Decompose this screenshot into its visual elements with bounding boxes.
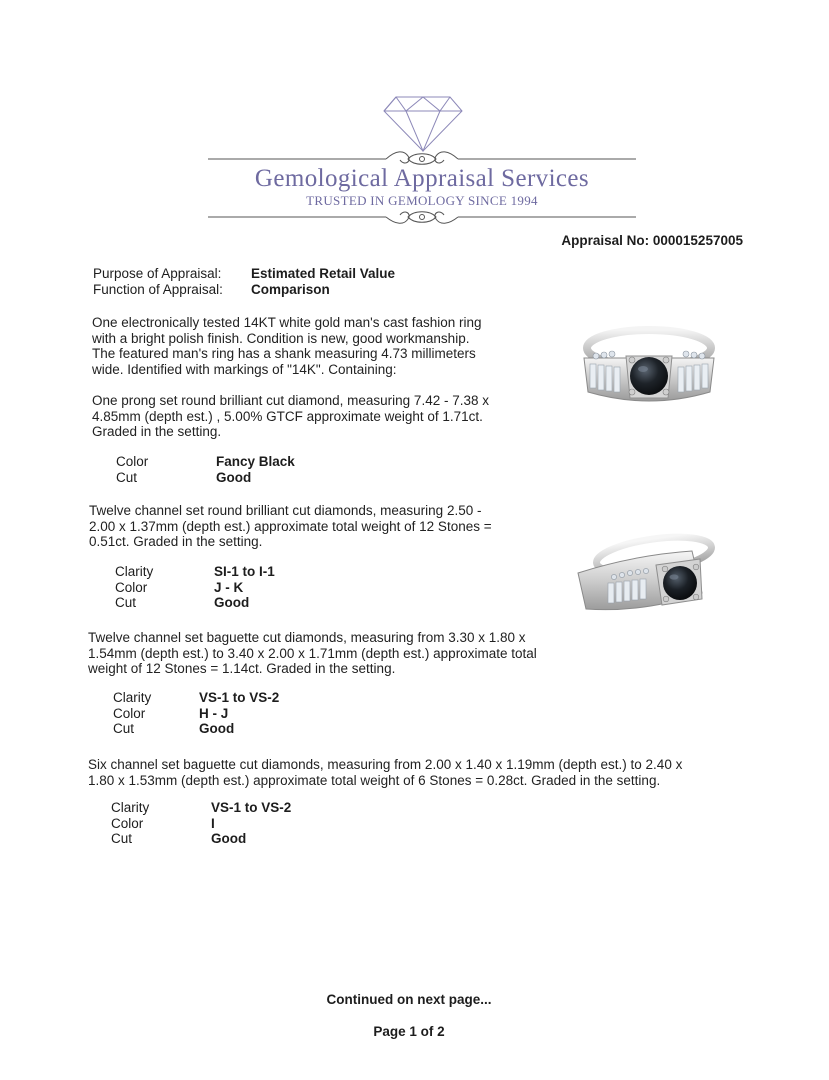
round-stones-grades — [115, 564, 275, 611]
continued-note: Continued on next page... — [326, 992, 492, 1007]
center-stone-grades — [116, 454, 295, 485]
brand-name — [180, 165, 664, 193]
purpose-label: Purpose of Appraisal: — [93, 266, 222, 281]
grade-label: Clarity — [111, 800, 150, 815]
function-row — [93, 282, 330, 298]
ornament-divider-bottom — [208, 205, 636, 229]
grade-value: J - K — [214, 579, 244, 595]
appraisal-number: Appraisal No: 000015257005 — [561, 233, 743, 248]
grade-row — [111, 831, 247, 847]
baguette-stones-6-description: Six channel set baguette cut diamonds, measuring from 2.00 x 1.40 x 1.19mm (depth est.) to 2.40 x 1.80 x 1.53mm (depth est.) approximate total weight of 6 Stones = 0.28ct. Graded in the setting. — [88, 757, 683, 788]
grade-row — [115, 595, 250, 611]
grade-value: Good — [214, 595, 250, 611]
grade-row — [113, 690, 280, 706]
brand-tagline-text: TRUSTED IN GEMOLOGY SINCE 1994 — [306, 193, 538, 208]
baguette-stones-6-grades — [111, 800, 292, 847]
grade-label: Cut — [113, 721, 135, 737]
grade-label: Color — [113, 705, 146, 721]
purpose-value: Estimated Retail Value — [251, 266, 396, 281]
round-stones-description: Twelve channel set round brilliant cut diamonds, measuring 2.50 - 2.00 x 1.37mm (depth est.) approximate total weight of 12 Stones = 0.51ct. Graded in the setting. — [89, 503, 492, 550]
ring-description: One electronically tested 14KT white gold man's cast fashion ring with a bright polish finish. Condition is new, good workmanship. The featured man's ring has a shank measuring 4.73 millimeters wide. Identified with markings of "14K". Containing: — [92, 315, 482, 377]
grade-row — [115, 564, 275, 580]
diamond-logo-icon — [382, 95, 464, 153]
function-value: Comparison — [251, 282, 330, 297]
function-label: Function of Appraisal: — [93, 282, 223, 297]
grade-label: Cut — [116, 469, 138, 485]
grade-value: Good — [199, 721, 235, 737]
grade-row — [111, 800, 292, 816]
baguette-stones-12-description: Twelve channel set baguette cut diamonds, measuring from 3.30 x 1.80 x 1.54mm (depth est.) to 3.40 x 2.00 x 1.71mm (depth est.) approximate total weight of 12 Stones = 1.14ct. Graded in the setting. — [88, 630, 537, 677]
grade-row — [111, 815, 215, 832]
baguette-stones-12-grades — [113, 690, 280, 737]
grade-row — [115, 579, 244, 596]
purpose-row — [93, 266, 395, 282]
grade-label: Cut — [111, 831, 133, 847]
grade-row — [113, 721, 235, 737]
ring-photo-angled — [574, 525, 724, 635]
grade-label: Color — [116, 454, 149, 469]
grade-row — [116, 469, 252, 486]
grade-label: Cut — [115, 595, 137, 611]
center-stone-description: One prong set round brilliant cut diamond, measuring 7.42 - 7.38 x 4.85mm (depth est.) , 5.00% GTCF approximate weight of 1.71ct. Graded in the setting. — [92, 393, 489, 440]
grade-value: SI-1 to I-1 — [214, 564, 275, 579]
grade-value: Good — [211, 831, 247, 847]
grade-label: Clarity — [113, 690, 152, 705]
grade-value: Fancy Black — [216, 454, 295, 469]
page-number: Page 1 of 2 — [373, 1024, 445, 1039]
grade-value: I — [211, 815, 215, 831]
grade-row — [116, 454, 295, 470]
grade-label: Clarity — [115, 564, 154, 579]
grade-row — [113, 705, 229, 722]
grade-label: Color — [115, 579, 148, 595]
ring-photo-front — [574, 318, 724, 428]
grade-value: H - J — [199, 705, 229, 721]
brand-name-text: Gemological Appraisal Services — [254, 165, 590, 192]
grade-value: VS-1 to VS-2 — [211, 800, 292, 815]
grade-value: Good — [216, 469, 252, 485]
grade-value: VS-1 to VS-2 — [199, 690, 280, 705]
grade-label: Color — [111, 815, 144, 831]
